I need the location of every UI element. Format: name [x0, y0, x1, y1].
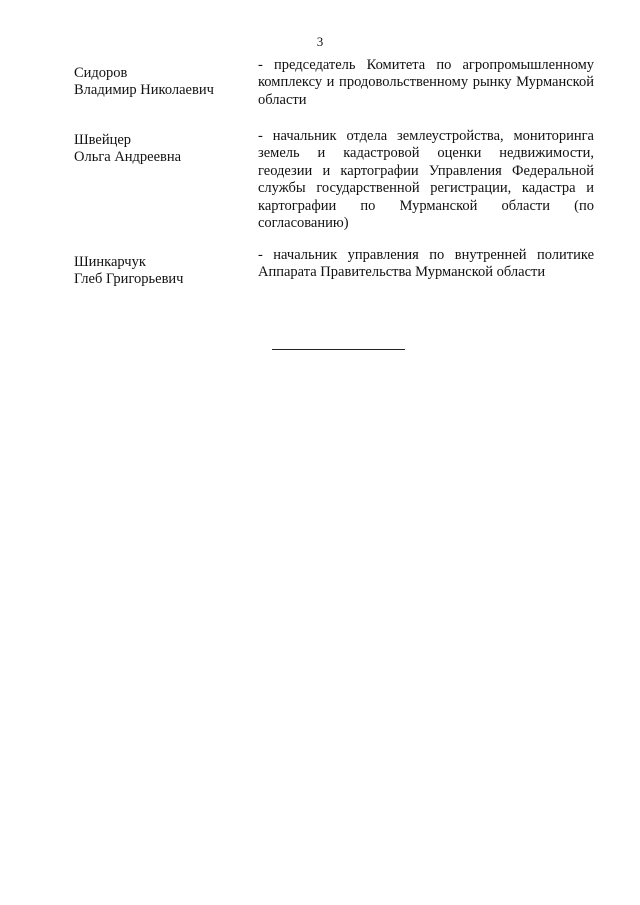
- member-name: [74, 132, 244, 166]
- member-given-names: Владимир Николаевич: [74, 82, 214, 98]
- closing-separator-line: [272, 349, 405, 350]
- member-surname: Шинкарчук: [74, 254, 146, 270]
- member-surname: Швейцер: [74, 132, 132, 148]
- page-number: 3: [316, 34, 324, 49]
- member-position: [258, 57, 594, 109]
- member-name: [74, 254, 244, 288]
- member-position-text: - начальник отдела землеустройства, мониторинга земель и кадастровой оценки недвижимости, геодезии и картографии Управления Федеральной службы государственной регистрации, кадастра и картографии по Мурманской области (по согласованию): [258, 128, 594, 232]
- member-name: [74, 65, 244, 99]
- member-given-names: Ольга Андреевна: [74, 149, 182, 165]
- member-position-text: - начальник управления по внутренней политике Аппарата Правительства Мурманской области: [258, 247, 594, 281]
- member-position-text: - председатель Комитета по агропромышленному комплексу и продовольственному рынку Мурманской области: [258, 57, 594, 108]
- member-position: [258, 247, 594, 282]
- member-position: [258, 128, 594, 232]
- member-surname: Сидоров: [74, 65, 128, 81]
- member-given-names: Глеб Григорьевич: [74, 271, 184, 287]
